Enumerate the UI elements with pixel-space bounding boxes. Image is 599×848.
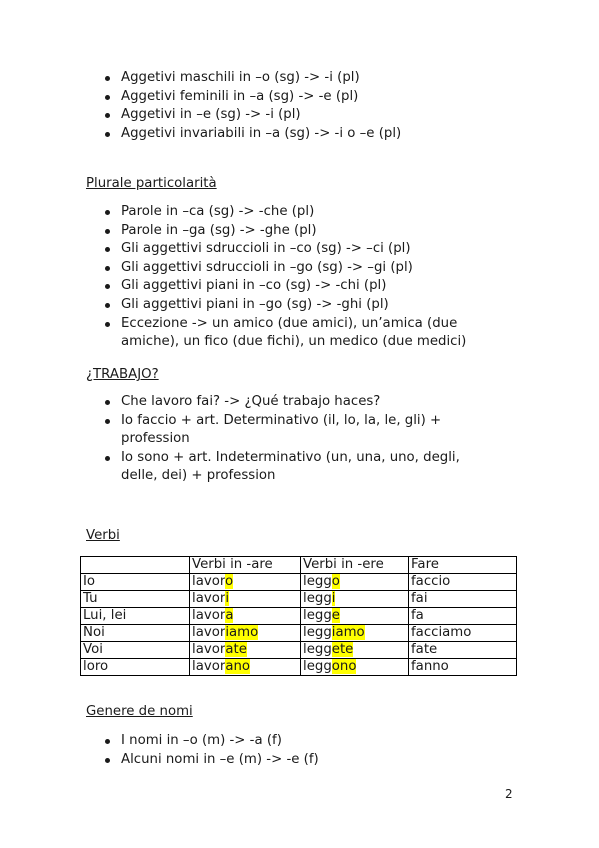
- fare-cell: fanno: [409, 659, 517, 676]
- list-item: Aggetivi in –e (sg) -> -i (pl): [104, 106, 499, 125]
- trabajo-list: [104, 393, 499, 486]
- are-cell: [190, 591, 301, 608]
- are-cell: [190, 642, 301, 659]
- list-item: Gli aggettivi piani in –co (sg) -> -chi (pl): [104, 277, 499, 296]
- fare-cell: facciamo: [409, 625, 517, 642]
- verb-stem: lavor: [192, 659, 226, 674]
- are-cell: [190, 608, 301, 625]
- verb-ending-highlight: i: [331, 591, 336, 606]
- verb-ending-highlight: i: [225, 591, 230, 606]
- header-cell-empty: [81, 557, 190, 574]
- list-item: Parole in –ga (sg) -> -ghe (pl): [104, 222, 499, 241]
- table-row: [81, 642, 517, 659]
- pronoun-cell: Voi: [81, 642, 190, 659]
- list-item: Gli aggettivi piani in –go (sg) -> -ghi (pl): [104, 296, 499, 315]
- pronoun-cell: Io: [81, 574, 190, 591]
- list-item: Alcuni nomi in –e (m) -> -e (f): [104, 751, 499, 770]
- genere-list: [104, 732, 499, 769]
- table-row: [81, 591, 517, 608]
- verb-ending-highlight: ono: [331, 659, 357, 674]
- list-item: Parole in –ca (sg) -> -che (pl): [104, 203, 499, 222]
- plurale-list: [104, 203, 499, 352]
- verb-stem: lavor: [192, 625, 226, 640]
- pronoun-cell: Lui, lei: [81, 608, 190, 625]
- verb-ending-highlight: e: [331, 608, 340, 623]
- verb-ending-highlight: o: [331, 574, 340, 589]
- verb-ending-highlight: a: [225, 608, 234, 623]
- table-header-row: [81, 557, 517, 574]
- list-item: I nomi in –o (m) -> -a (f): [104, 732, 499, 751]
- pronoun-cell: Noi: [81, 625, 190, 642]
- ere-cell: [301, 625, 409, 642]
- list-item: Io faccio + art. Determinativo (il, lo, la, le, gli) + profession: [104, 412, 499, 449]
- list-item: Che lavoro fai? -> ¿Qué trabajo haces?: [104, 393, 499, 412]
- heading-trabajo: ¿TRABAJO?: [86, 367, 159, 382]
- ere-cell: [301, 642, 409, 659]
- verb-stem: lavor: [192, 574, 226, 589]
- header-cell-fare: Fare: [409, 557, 517, 574]
- verb-stem: lavor: [192, 608, 226, 623]
- are-cell: [190, 574, 301, 591]
- verb-stem: lavor: [192, 642, 226, 657]
- list-item: Aggetivi maschili in –o (sg) -> -i (pl): [104, 69, 499, 88]
- table-row: [81, 574, 517, 591]
- page-number: 2: [505, 787, 513, 801]
- verb-ending-highlight: iamo: [331, 625, 365, 640]
- ere-cell: [301, 608, 409, 625]
- header-cell-are: Verbi in -are: [190, 557, 301, 574]
- verb-ending-highlight: ete: [331, 642, 354, 657]
- verb-stem: legg: [303, 574, 332, 589]
- table-row: [81, 625, 517, 642]
- list-item: Aggetivi invariabili in –a (sg) -> -i o –e (pl): [104, 125, 499, 144]
- ere-cell: [301, 659, 409, 676]
- are-cell: [190, 625, 301, 642]
- pronoun-cell: Tu: [81, 591, 190, 608]
- fare-cell: fa: [409, 608, 517, 625]
- fare-cell: fai: [409, 591, 517, 608]
- verb-ending-highlight: iamo: [225, 625, 259, 640]
- adjectives-list: [104, 69, 499, 143]
- verb-stem: legg: [303, 659, 332, 674]
- verb-stem: legg: [303, 642, 332, 657]
- heading-verbi: Verbi: [86, 528, 120, 543]
- list-item: Eccezione -> un amico (due amici), un’amica (due amiche), un fico (due fichi), un medico (due medici): [104, 315, 499, 352]
- list-item: Io sono + art. Indeterminativo (un, una, uno, degli, delle, dei) + profession: [104, 449, 499, 486]
- verb-stem: legg: [303, 608, 332, 623]
- header-cell-ere: Verbi in -ere: [301, 557, 409, 574]
- list-item: Gli aggettivi sdruccioli in –co (sg) -> –ci (pl): [104, 240, 499, 259]
- verb-ending-highlight: o: [225, 574, 234, 589]
- list-item: Gli aggettivi sdruccioli in –go (sg) -> –gi (pl): [104, 259, 499, 278]
- pronoun-cell: loro: [81, 659, 190, 676]
- ere-cell: [301, 574, 409, 591]
- fare-cell: faccio: [409, 574, 517, 591]
- verbs-table: [80, 556, 517, 676]
- table-row: [81, 659, 517, 676]
- list-item: Aggetivi feminili in –a (sg) -> -e (pl): [104, 88, 499, 107]
- verb-ending-highlight: ate: [225, 642, 247, 657]
- are-cell: [190, 659, 301, 676]
- heading-plurale: Plurale particolarità: [86, 176, 217, 191]
- verb-ending-highlight: ano: [225, 659, 251, 674]
- heading-genere: Genere de nomi: [86, 704, 193, 719]
- verb-stem: legg: [303, 625, 332, 640]
- verb-stem: legg: [303, 591, 332, 606]
- ere-cell: [301, 591, 409, 608]
- fare-cell: fate: [409, 642, 517, 659]
- table-row: [81, 608, 517, 625]
- verb-stem: lavor: [192, 591, 226, 606]
